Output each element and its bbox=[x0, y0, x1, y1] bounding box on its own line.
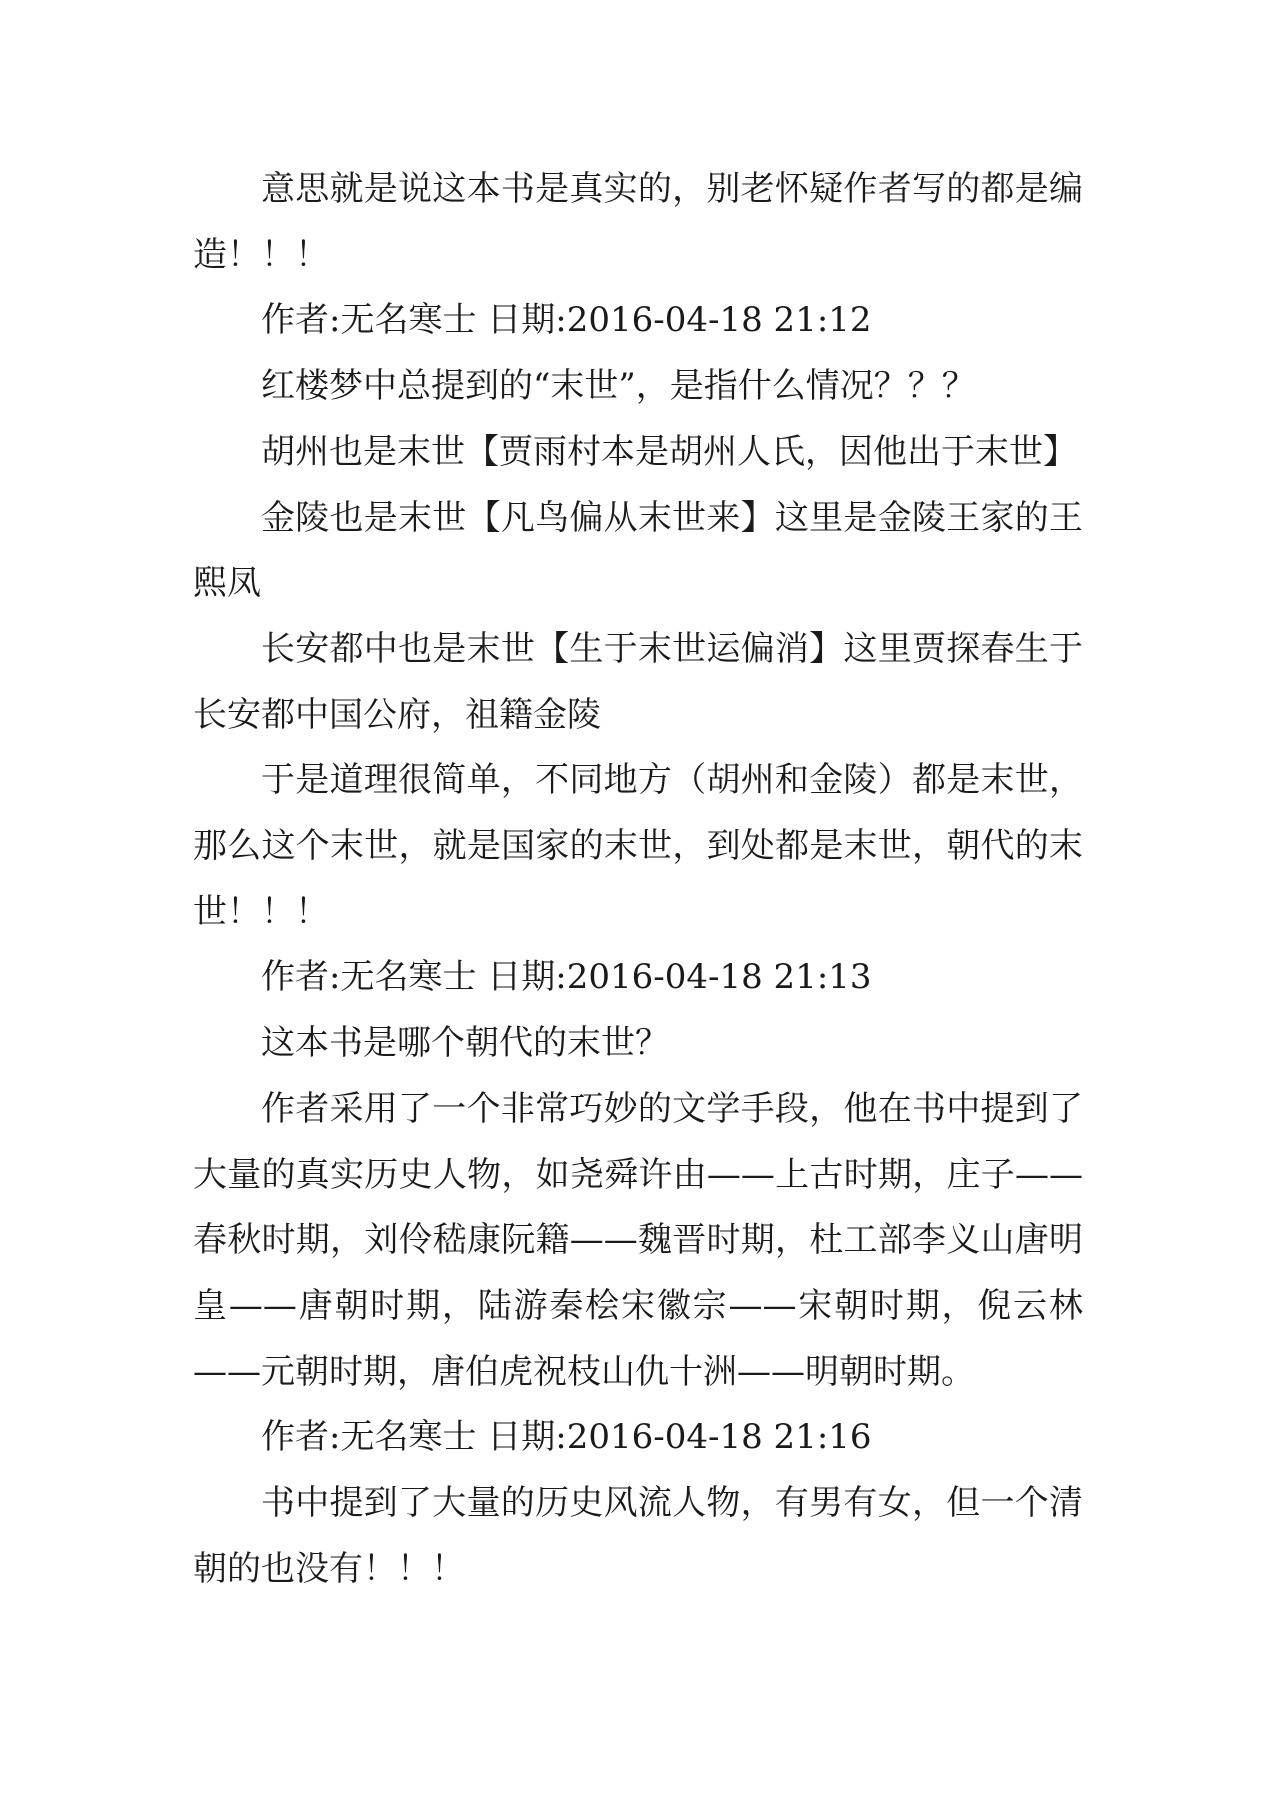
document-body bbox=[193, 157, 1083, 1602]
paragraph-no-qing: 书中提到了大量的历史风流人物，有男有女，但一个清朝的也没有！！！ bbox=[193, 1483, 1083, 1589]
paragraph-historical-figures: 作者采用了一个非常巧妙的文学手段，他在书中提到了大量的真实历史人物，如尧舜许由——上古时期，庄子——春秋时期，刘伶嵇康阮籍——魏晋时期，杜工部李义山唐明皇——唐朝时期，陆游秦桧宋徽宗——宋朝时期，倪云林——元朝时期，唐伯虎祝枝山仇十洲——明朝时期。 bbox=[193, 1088, 1083, 1392]
post-meta-2113: 作者:无名寒士 日期:2016-04-18 21:13 bbox=[261, 957, 872, 998]
post-meta-2116: 作者:无名寒士 日期:2016-04-18 21:16 bbox=[261, 1417, 872, 1458]
paragraph-book-is-true: 意思就是说这本书是真实的，别老怀疑作者写的都是编造！！！ bbox=[193, 169, 1083, 275]
paragraph-conclusion: 于是道理很简单，不同地方（胡州和金陵）都是末世，那么这个末世，就是国家的末世，到处都是末世，朝代的末世！！！ bbox=[193, 760, 1083, 932]
paragraph-changan: 长安都中也是末世【生于末世运偏消】这里贾探春生于长安都中国公府，祖籍金陵 bbox=[193, 628, 1083, 735]
paragraph-jinling: 金陵也是末世【凡鸟偏从末世来】这里是金陵王家的王熙凤 bbox=[193, 497, 1083, 604]
paragraph-moshi-question: 红楼梦中总提到的“末世”，是指什么情况？？？ bbox=[261, 366, 976, 407]
paragraph-which-dynasty: 这本书是哪个朝代的末世？ bbox=[261, 1023, 669, 1064]
paragraph-huzhou: 胡州也是末世【贾雨村本是胡州人氏，因他出于末世】 bbox=[261, 431, 1077, 472]
post-meta-2112: 作者:无名寒士 日期:2016-04-18 21:12 bbox=[261, 300, 872, 341]
